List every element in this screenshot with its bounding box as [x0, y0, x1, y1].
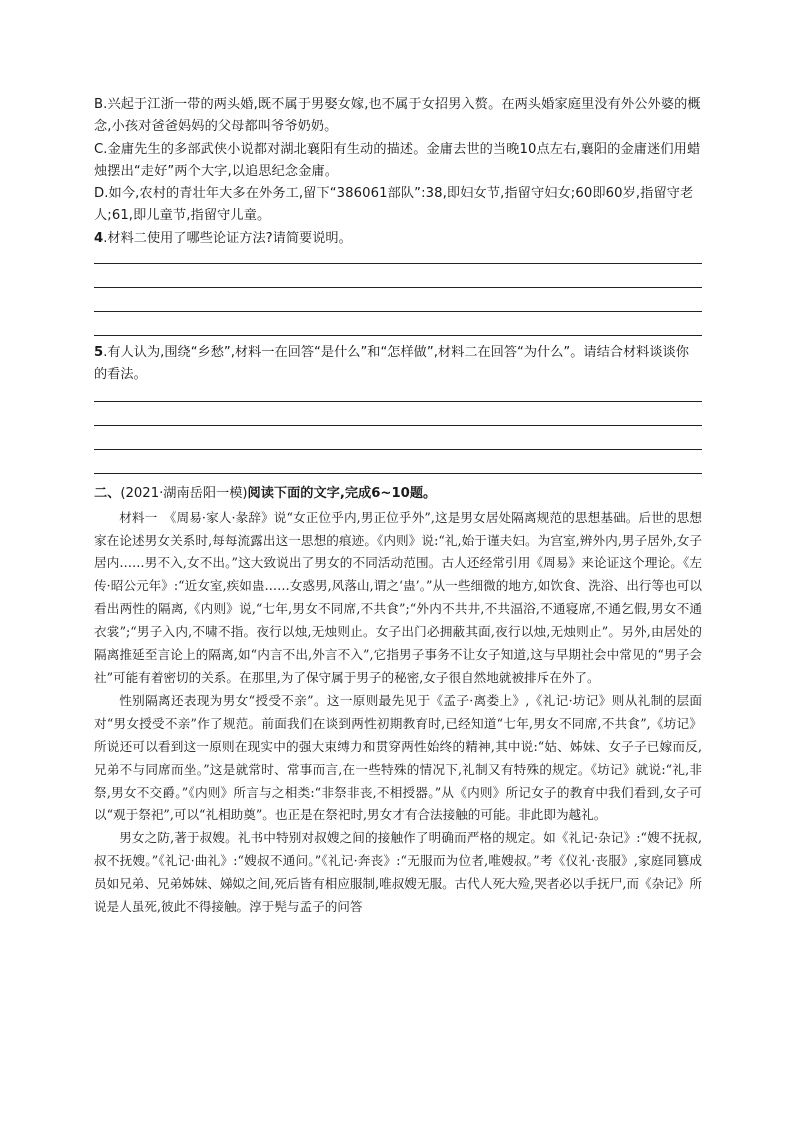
answer-line[interactable] — [94, 425, 702, 426]
material-paragraph: 材料一 《周易·家人·彖辞》说“女正位乎内,男正位乎外”,这是男女居处隔离规范的思想基础。后世的思想家在论述男女关系时,每每流露出这一思想的痕迹。《内则》说:“礼,始于谨夫妇。为宫室,辨外内,男子居外,女子居内……男不入,女不出。”这大致说出了男女的不同活动范围。古人还经常引用《周易》来论证这个理论。《左传·昭公元年》:“近女室,疾如蛊……女惑男,风落山,谓之‘蛊’。”从一些细微的地方,如饮食、洗浴、出行等也可以看出两性的隔离,《内则》说,“七年,男女不同席,不共食”;“外内不共井,不共湢浴,不通寝席,不通乞假,男女不通衣裳”;“男子入内,不啸不指。夜行以烛,无烛则止。女子出门必拥蔽其面,夜行以烛,无烛则止”。另外,由居处的隔离推延至言论上的隔离,如“内言不出,外言不入”,它指男子事务不让女子知道,这与早期社会中常见的“男子会社”可能有着密切的关系。在那里,为了保守属于男子的秘密,女子很自然地就被排斥在外了。 — [94, 509, 702, 686]
answer-lines-q4 — [94, 263, 702, 336]
question-4-number: 4 — [94, 230, 104, 246]
question-5-number: 5 — [94, 345, 104, 361]
material-paragraph: 性别隔离还表现为男女“授受不亲”。这一原则最先见于《孟子·离娄上》,《礼记·坊记》则从礼制的层面对“男女授受不亲”作了规范。前面我们在谈到两性初期教育时,已经知道“七年,男女不同席,不共食”,《坊记》所说还可以看到这一原则在现实中的强大束缚力和贯穿两性始终的精神,其中说:“姑、姊妹、女子子已嫁而反,兄弟不与同席而坐。”这是就常时、常事而言,在一些特殊的情况下,礼制又有特殊的规定。《坊记》就说:“礼,非祭,男女不交爵。”《内则》所言与之相类:“非祭非丧,不相授器。”从《内则》所记女子的教育中我们看到,女子可以“观于祭祀”,可以“礼相助奠”。也正是在祭祀时,男女才有合法接触的可能。非此即为越礼。 — [94, 692, 702, 823]
exam-page — [94, 94, 702, 919]
answer-lines-q5 — [94, 401, 702, 474]
option-b: B.兴起于江浙一带的两头婚,既不属于男娶女嫁,也不属于女招男入赘。在两头婚家庭里没有外公外婆的概念,小孩对爸爸妈妈的父母都叫爷爷奶奶。 — [94, 97, 701, 135]
answer-line[interactable] — [94, 287, 702, 288]
option-d: D.如今,农村的青壮年大多在外务工,留下“386061部队”:38,即妇女节,指留守妇女;60即60岁,指留守老人;61,即儿童节,指留守儿童。 — [94, 186, 694, 224]
section-2-label: 二、 — [94, 485, 121, 501]
answer-line[interactable] — [94, 311, 702, 312]
material-1 — [94, 507, 702, 919]
material-paragraph: 男女之防,著于叔嫂。礼书中特别对叔嫂之间的接触作了明确而严格的规定。如《礼记·杂记》:“嫂不抚叔,叔不抚嫂。”《礼记·曲礼》:“嫂叔不通问。”《礼记·奔丧》:“无服而为位者,唯嫂叔。”考《仪礼·丧服》,家庭同篡成员如兄弟、兄弟姊妹、娣姒之间,死后皆有相应服制,唯叔嫂无服。古代人死大殓,哭者必以手抚尸,而《杂记》所说是人虽死,彼此不得接触。淳于髡与孟子的问答 — [94, 830, 702, 915]
answer-line[interactable] — [94, 473, 702, 474]
section-2-instruction: 阅读下面的文字,完成6~10题。 — [247, 485, 437, 501]
question-5-text: .有人认为,围绕“乡愁”,材料一在回答“是什么”和“怎样做”,材料二在回答“为什么”。请结合材料谈谈你的看法。 — [94, 345, 689, 383]
question-4-text: .材料二使用了哪些论证方法?请简要说明。 — [103, 230, 352, 246]
question-5 — [94, 342, 702, 387]
answer-line[interactable] — [94, 335, 702, 336]
answer-line[interactable] — [94, 449, 702, 450]
section-2-heading — [94, 483, 702, 505]
answer-line[interactable] — [94, 263, 702, 264]
section-2-source: (2021·湖南岳阳一模) — [120, 485, 248, 501]
answer-line[interactable] — [94, 401, 702, 402]
option-c: C.金庸先生的多部武侠小说都对湖北襄阳有生动的描述。金庸去世的当晚10点左右,襄阳的金庸迷们用蜡烛摆出“走好”两个大字,以追思纪念金庸。 — [94, 141, 701, 179]
question-4 — [94, 228, 702, 250]
